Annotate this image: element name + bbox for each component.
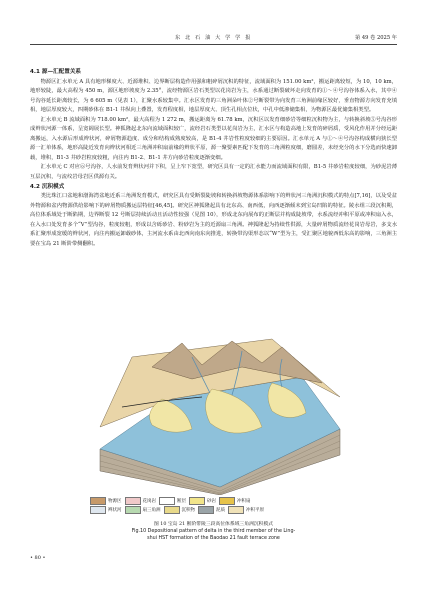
legend-label: 冲积平原 (246, 507, 264, 513)
header-rule (30, 44, 397, 45)
legend-swatch (164, 506, 180, 514)
legend-swatch (159, 497, 175, 505)
legend-swatch (219, 497, 235, 505)
legend-label: 辫状河 (108, 507, 122, 513)
legend-swatch (90, 506, 106, 514)
article-body (30, 68, 397, 249)
legend-label: 扇三角洲 (142, 507, 161, 513)
legend-swatch (125, 506, 141, 514)
legend-item (198, 506, 225, 514)
legend-item (90, 497, 122, 505)
legend-item (125, 506, 161, 514)
paragraph: 汇水单元 B 流域面积为 718.00 km²，最大高程为 1 272 m，搬运距离为 61.78 km，沉积区以发育细砂岩等细粒沉积物为主，与转换斜坡⑤号沟谷形成辫状河源一体系，呈宽阔展长型。神狐隆起北东向流域面积较广，流经岩石类型以花岗岩为主，汇水区与构造高地上发育的碎屑质，受风化作用并分经远距离搬运，入水源后形成辫状河，碎屑物源趋度、成分和结构成熟度较高，是 B1-4 井岩性粒度较细的主要原因。汇水单元 A 与①～④号沟谷构成横向狭长型源一汇单体系，地形高陡近发育向辫状河相近三角洲冲积扇前缘的辫状平原，源一聚要素匹配下发育的三角洲粒度细，磨圆差，未经充分的水下分选而快速卸载，堆积，B1-3 井砂岩粒度较粗，向注内 B1-2、B1-1 井方向砂岩粒度逐渐变细。 (30, 116, 397, 161)
legend-item (189, 497, 216, 505)
legend-swatch (228, 506, 244, 514)
legend-swatch (189, 497, 205, 505)
legend-item (164, 506, 196, 514)
legend-item (159, 497, 186, 505)
legend-label: 冲积扇 (237, 498, 251, 504)
paragraph: 类比珠江口盆地和渤海湾盆地近系三角洲发育模式，研究区具有受断裂陡坡和转换斜坡物源体系影响下的辫状河三角洲沉积模式的特点[7,16]，以及受盆外物源和盆内物源供给影响下的碎屑物质搬运层特征[46,45]。研究区神狐隆起具有北东高、南西低，向西逐渐倾末到宝岛凹陷的特征。陵水组三段沉积期，高位体系域处于断陷期，边界断裂 12 号断层持续活动且活动性较强（见图 10），形成北东向展布的正断层并构成陡坡带，水系流经冲积平原或冲积扇入水，在入水口处发育多个“V”型沟谷，粒度较粗，形成以含砾砂岩、粉砂岩为主的近源扇三角洲。神狐隆起为持续性供源，大量碎屑物质流经花岗岩母岩，多支水系汇聚形成宽缓的辫状河，向注内搬运卸载砂体，主河流水系由北西向南东向推进，转换带沟渠形态以“W”型为主，受汇聚区地貌西低东高的影响，三角洲主要在宝岛 21 断阶带侧翻积。 (30, 193, 397, 247)
figure-caption (30, 521, 397, 543)
legend-item (228, 506, 264, 514)
legend-row (90, 496, 352, 505)
legend-label: 断层 (177, 498, 186, 504)
caption-zh: 图 10 宝岛 21 断阶带陵三段高位体系域三角洲沉积模式 (153, 522, 274, 527)
legend-swatch (90, 497, 106, 505)
legend-label: 泥质 (216, 507, 225, 513)
legend-swatch (125, 497, 141, 505)
legend-label: 物源区 (108, 498, 122, 504)
legend-item (90, 506, 122, 514)
legend-item (125, 497, 157, 505)
paragraph: 汇水单元 C 对应⑥号沟谷，人水前发育辫状河并下积，呈上窄下宽型，研究区具有一定的汇水能力而流域面积有限，B1-5 井砂岩粒度较细，为砂泥岩薄互层沉积，与流纹岩母岩区供源有关。 (30, 164, 397, 181)
depositional-model-figure (92, 337, 348, 495)
legend-swatch (198, 506, 214, 514)
legend-label: 花岗岩 (142, 498, 156, 504)
volume-info: 第 49 卷 2025 年 (355, 34, 397, 41)
page-number: • 80 • (30, 555, 46, 561)
journal-title: 东 北 石 油 大 学 学 报 (174, 34, 253, 41)
legend-label: 沉积物 (181, 507, 195, 513)
page-header (30, 31, 397, 43)
legend-item (219, 497, 251, 505)
legend-label: 砂岩 (207, 498, 216, 504)
caption-en-line2: shui HST formation of the Baodao 21 fault terrace zone (147, 536, 280, 542)
section-heading-4-1: 4.1 源—汇配置关系 (30, 69, 82, 75)
paragraph: 物源区汇水单元 A 具有地形梯度大、近源堆积、边界断层构造作用强和粗碎屑沉积的特征，流域面积为 151.00 km²，搬运距离较短，为 10，10 km，地形较陡，最大高程为 450 m，源区地形坡度为 2.35°，流经物源区岩石类型以花岗岩为主，水系通过断裂破坏走向发育的①～④号沟谷体系入水，其中④号沟谷延长距离较长，为 6 605 m（见表 1），汇聚水系较集中。汇水区发育的三角洲朵叶体②号断裂带为向发育三角洲前缘区较好，垂直物源方向发育充填相，地层厚度较大，四期砂体在 B1-1 井纵向上叠置，发育程度相，地层厚度大、顶生孔相点位状，中孔中低渗储集相，为物源区最优储集相类型。 (30, 78, 397, 114)
caption-en-line1: Fig.10 Depositional pattern of delta in the third member of the Ling- (131, 529, 296, 535)
section-heading-4-2: 4.2 沉积模式 (30, 183, 65, 190)
legend-row (90, 505, 352, 514)
block-diagram (92, 337, 348, 495)
